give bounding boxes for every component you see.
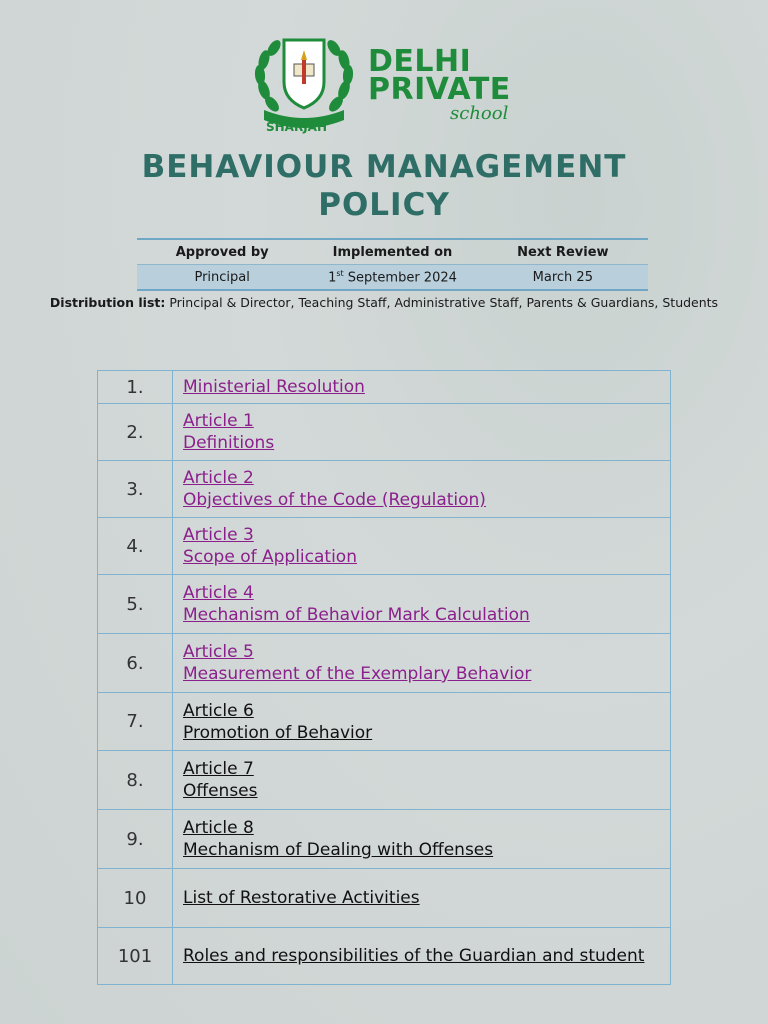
toc-entry bbox=[173, 575, 671, 634]
header-implemented-on: Implemented on bbox=[332, 244, 453, 260]
toc-link-title[interactable]: List of Restorative Activities bbox=[183, 888, 420, 908]
toc-entry bbox=[173, 371, 671, 404]
toc-entry bbox=[173, 693, 671, 751]
toc-row bbox=[98, 404, 671, 461]
value-approved-by: Principal bbox=[194, 269, 250, 285]
toc-row bbox=[98, 634, 671, 693]
toc-number: 3. bbox=[98, 461, 173, 518]
value-implemented-on bbox=[307, 269, 477, 285]
approval-value-row bbox=[137, 264, 648, 291]
toc-entry bbox=[173, 634, 671, 693]
toc-link-title[interactable]: Ministerial Resolution bbox=[183, 377, 365, 397]
title-line2: POLICY bbox=[318, 187, 450, 223]
toc-number: 5. bbox=[98, 575, 173, 634]
toc-link-subtitle[interactable]: Mechanism of Behavior Mark Calculation bbox=[183, 605, 530, 625]
toc-link-subtitle[interactable]: Mechanism of Dealing with Offenses bbox=[183, 840, 494, 860]
toc-link-title[interactable]: Article 1 bbox=[183, 411, 254, 431]
wordmark-line1: DELHI bbox=[368, 44, 472, 79]
toc-link-subtitle[interactable]: Promotion of Behavior bbox=[183, 722, 373, 743]
toc-link-subtitle[interactable]: Scope of Application bbox=[183, 547, 357, 567]
wordmark-line2: PRIVATE bbox=[368, 72, 511, 107]
implemented-rest: September 2024 bbox=[343, 270, 457, 286]
wordmark-script: school bbox=[450, 103, 509, 124]
toc-link-subtitle[interactable]: Offenses bbox=[183, 781, 258, 801]
toc-entry bbox=[173, 928, 671, 985]
toc-row bbox=[98, 518, 671, 575]
implemented-day: 1 bbox=[328, 270, 337, 286]
toc-number: 8. bbox=[98, 751, 173, 810]
title-line1: BEHAVIOUR MANAGEMENT bbox=[141, 149, 627, 185]
toc-number: 9. bbox=[98, 810, 173, 869]
toc-number: 1. bbox=[98, 371, 173, 404]
toc-number: 6. bbox=[98, 634, 173, 693]
distribution-list bbox=[0, 295, 768, 310]
toc-link-title[interactable]: Article 7 bbox=[183, 759, 254, 779]
toc-link-title[interactable]: Article 3 bbox=[183, 525, 254, 545]
table-of-contents bbox=[97, 370, 671, 985]
toc-entry bbox=[173, 751, 671, 810]
toc-row bbox=[98, 461, 671, 518]
toc-entry bbox=[173, 461, 671, 518]
toc-link-title[interactable]: Article 4 bbox=[183, 583, 254, 603]
implemented-sup: st bbox=[336, 268, 344, 278]
toc-entry bbox=[173, 869, 671, 928]
value-next-review: March 25 bbox=[532, 269, 593, 285]
toc-number: 4. bbox=[98, 518, 173, 575]
toc-link-title[interactable]: Article 8 bbox=[183, 818, 254, 838]
distribution-label: Distribution list: bbox=[49, 295, 166, 310]
toc-link-subtitle[interactable]: Objectives of the Code (Regulation) bbox=[183, 490, 486, 510]
toc-number: 7. bbox=[98, 693, 173, 751]
page-title bbox=[0, 148, 768, 224]
header-approved-by: Approved by bbox=[175, 244, 269, 260]
toc-row bbox=[98, 575, 671, 634]
toc-entry bbox=[173, 518, 671, 575]
toc-row bbox=[98, 751, 671, 810]
toc-number: 2. bbox=[98, 404, 173, 461]
distribution-text: Principal & Director, Teaching Staff, Administrative Staff, Parents & Guardians, Students bbox=[165, 295, 719, 310]
emblem-label: SHARJAH bbox=[266, 120, 328, 134]
toc-row bbox=[98, 371, 671, 404]
toc-entry bbox=[173, 404, 671, 461]
toc-link-title[interactable]: Article 6 bbox=[183, 700, 254, 721]
toc-entry bbox=[173, 810, 671, 869]
toc-number: 10 bbox=[98, 869, 173, 928]
toc-row bbox=[98, 928, 671, 985]
toc-link-subtitle[interactable]: Measurement of the Exemplary Behavior bbox=[183, 664, 532, 684]
toc-row bbox=[98, 693, 671, 751]
toc-link-title[interactable]: Article 2 bbox=[183, 468, 254, 488]
toc-number: 101 bbox=[98, 928, 173, 985]
toc-row bbox=[98, 869, 671, 928]
approval-table bbox=[137, 238, 648, 291]
toc-row bbox=[98, 810, 671, 869]
header-next-review: Next Review bbox=[517, 244, 609, 260]
approval-header-row bbox=[137, 240, 648, 264]
toc-link-subtitle[interactable]: Definitions bbox=[183, 433, 275, 453]
toc-link-title[interactable]: Roles and responsibilities of the Guardian and student bbox=[183, 946, 645, 966]
school-wordmark bbox=[368, 44, 511, 107]
toc-link-title[interactable]: Article 5 bbox=[183, 642, 254, 662]
